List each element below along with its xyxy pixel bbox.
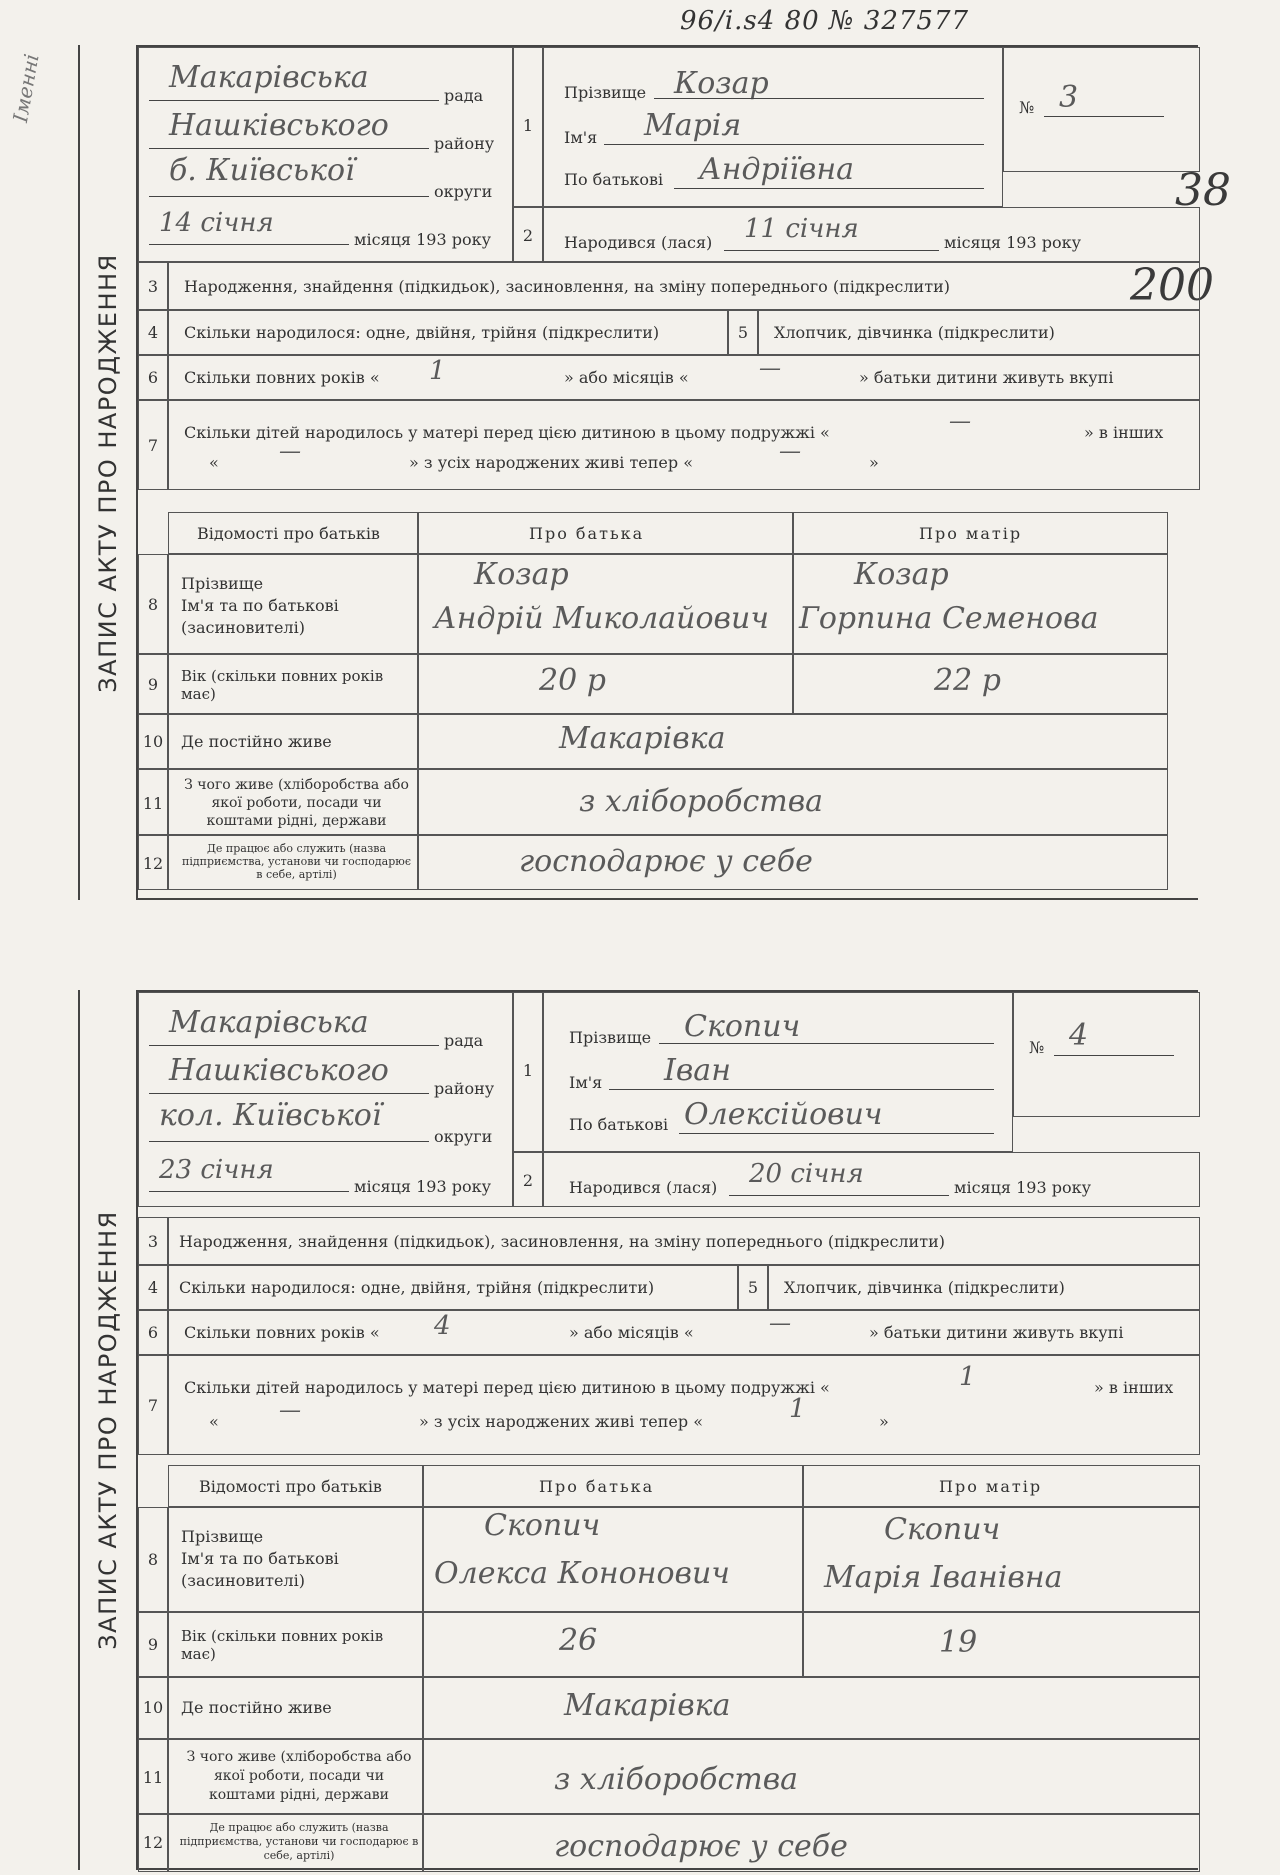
row-9-number: 9 — [147, 1635, 159, 1654]
row-11-label-cell — [168, 1739, 423, 1814]
parents-header-cell — [168, 512, 418, 554]
mother-name-cell — [803, 1507, 1200, 1612]
mother-surname: Скопич — [884, 1512, 1001, 1547]
row-11-label-cell — [168, 769, 418, 835]
row-12-number: 12 — [142, 854, 164, 873]
row-5 — [768, 1265, 1200, 1310]
row-9-number: 9 — [147, 675, 159, 694]
father-age-cell — [423, 1612, 803, 1677]
mother-header: Про матір — [919, 524, 1023, 543]
name-value: Марія — [644, 108, 742, 143]
birth-record-1 — [78, 45, 1198, 900]
reg-date-value: 23 січня — [159, 1155, 274, 1185]
row-5-text: Хлопчик, дівчинка (підкреслити) — [784, 1278, 1065, 1297]
row-6-text-a: Скільки повних років « — [184, 1323, 380, 1342]
row-1-number: 1 — [522, 1061, 534, 1080]
record-number-box — [1003, 47, 1200, 172]
father-header-cell — [418, 512, 793, 554]
rada-value: Макарівська — [169, 60, 369, 95]
father-name: Олекса Кононович — [434, 1556, 730, 1591]
row-5-number: 5 — [747, 1278, 759, 1297]
children-alive: 1 — [789, 1394, 806, 1424]
row-10-label: Де постійно живе — [181, 1698, 332, 1717]
row-6-text-c: » батьки дитини живуть вкупі — [869, 1323, 1124, 1342]
workplace: господарює у себе — [554, 1829, 848, 1864]
row-10-number: 10 — [142, 1698, 164, 1717]
rada-line — [149, 100, 439, 101]
row-8-label: Прізвище Ім'я та по батькові (засиновителі) — [181, 1527, 339, 1590]
born-label: Народився (лася) — [569, 1178, 718, 1197]
row-7-number: 7 — [147, 436, 159, 455]
row-12-number-cell — [138, 835, 168, 890]
row-4-number-cell — [138, 310, 168, 355]
name-label: Ім'я — [564, 128, 598, 147]
row-4-text: Скільки народилося: одне, двійня, трійня (підкреслити) — [184, 323, 660, 342]
row-7-number-cell — [138, 1355, 168, 1455]
row-6 — [168, 355, 1200, 400]
row-11-label: З чого живе (хліборобства або якої роботи, посади чи коштами рідні, держави — [186, 1749, 412, 1803]
father-surname: Козар — [474, 557, 569, 592]
row-12-number: 12 — [142, 1833, 164, 1852]
father-age-cell — [418, 654, 793, 714]
row-2-number: 2 — [522, 226, 534, 245]
okrug-label: округи — [434, 182, 493, 201]
rada-label: рада — [444, 86, 484, 105]
born-tail: місяця 193 року — [954, 1178, 1091, 1197]
row-6-number: 6 — [147, 368, 159, 387]
raion-line — [149, 1093, 429, 1094]
row-8-label-cell — [168, 554, 418, 654]
patronymic-line — [674, 188, 984, 189]
okrug-value: б. Київської — [169, 153, 355, 188]
number-sign: № — [1029, 1038, 1045, 1057]
born-label: Народився (лася) — [564, 233, 713, 252]
row-3-number: 3 — [147, 277, 159, 296]
row-2-number-cell — [513, 207, 543, 262]
father-header: Про батька — [539, 1477, 655, 1496]
mother-header-cell — [803, 1465, 1200, 1507]
row-8-number-cell — [138, 554, 168, 654]
row-12-label-cell — [168, 1814, 423, 1872]
workplace-cell — [423, 1814, 1200, 1872]
mother-age: 19 — [939, 1625, 978, 1660]
row-7-text-c: « — [209, 453, 219, 472]
row-4-number-cell — [138, 1265, 168, 1310]
row-11-number-cell — [138, 769, 168, 835]
row-1-number-cell — [513, 992, 543, 1152]
livelihood-cell — [423, 1739, 1200, 1814]
row-3-number-cell — [138, 1217, 168, 1265]
row-8-number-cell — [138, 1507, 168, 1612]
row-6-text-c: » батьки дитини живуть вкупі — [859, 368, 1114, 387]
child-name-block — [543, 992, 1013, 1152]
parents-header: Відомості про батьків — [199, 1477, 382, 1496]
residence: Макарівка — [564, 1688, 731, 1723]
parents-header-cell — [168, 1465, 423, 1507]
row-12-label-cell — [168, 835, 418, 890]
row-9-label-cell — [168, 654, 418, 714]
reg-date-line — [149, 1191, 349, 1192]
raion-label: району — [434, 134, 495, 153]
mother-name: Горпина Семенова — [799, 601, 1099, 636]
born-tail: місяця 193 року — [944, 233, 1081, 252]
okrug-line — [149, 1141, 429, 1142]
row-10-label-cell — [168, 714, 418, 769]
row-1-number: 1 — [522, 116, 534, 135]
record-number-box — [1013, 992, 1200, 1117]
children-before: 1 — [959, 1362, 976, 1392]
vertical-title-box — [78, 990, 136, 1870]
row-5 — [758, 310, 1200, 355]
record-number: 3 — [1059, 80, 1079, 115]
raion-label: району — [434, 1079, 495, 1098]
row-8-label-cell — [168, 1507, 423, 1612]
row-6-text-b: » або місяців « — [569, 1323, 694, 1342]
row-7-text-a: Скільки дітей народилось у матері перед цією дитиною в цьому подружжі « — [184, 1378, 830, 1397]
number-sign: № — [1019, 98, 1035, 117]
livelihood: з хліборобства — [579, 784, 824, 819]
row-7-text-e: » — [869, 453, 879, 472]
row-6-number-cell — [138, 1310, 168, 1355]
margin-note: Іменні — [8, 51, 44, 125]
row-9-label: Вік (скільки повних років має) — [181, 1627, 384, 1663]
reg-date-label: місяця 193 року — [354, 1177, 491, 1196]
side-count: 38 — [1175, 165, 1231, 216]
row-7-number: 7 — [147, 1396, 159, 1415]
patronymic-value: Олексійович — [684, 1097, 883, 1132]
patronymic-label: По батькові — [564, 170, 664, 189]
row-3 — [168, 1217, 1200, 1265]
workplace-cell — [418, 835, 1168, 890]
children-before: — — [949, 409, 971, 434]
row-4-number: 4 — [147, 1278, 159, 1297]
mother-age-cell — [793, 654, 1168, 714]
okrug-label: округи — [434, 1127, 493, 1146]
row-12-number-cell — [138, 1814, 168, 1872]
row-11-label: З чого живе (хліборобства або якої роботи, посади чи коштами рідні, держави — [184, 777, 409, 829]
row-6-number-cell — [138, 355, 168, 400]
birth-date-line — [729, 1195, 949, 1196]
row-4-number: 4 — [147, 323, 159, 342]
workplace: господарює у себе — [519, 844, 813, 879]
row-4-text: Скільки народилося: одне, двійня, трійня (підкреслити) — [179, 1278, 655, 1297]
number-line — [1054, 1055, 1174, 1056]
row-4 — [168, 1265, 738, 1310]
row-7-text-b: » в інших — [1084, 423, 1164, 442]
years-together: 1 — [429, 356, 446, 386]
surname-line — [659, 1043, 994, 1044]
row-7-number-cell — [138, 400, 168, 490]
record-grid — [136, 990, 1198, 1870]
rada-value: Макарівська — [169, 1005, 369, 1040]
livelihood-cell — [418, 769, 1168, 835]
father-surname: Скопич — [484, 1508, 601, 1543]
months-together: — — [759, 356, 781, 381]
row-4 — [168, 310, 728, 355]
row-10-label-cell — [168, 1677, 423, 1739]
row-9-number-cell — [138, 1612, 168, 1677]
record-number: 4 — [1069, 1018, 1089, 1053]
name-label: Ім'я — [569, 1073, 603, 1092]
row-3-number-cell — [138, 262, 168, 310]
surname-value: Скопич — [684, 1009, 801, 1044]
row-5-text: Хлопчик, дівчинка (підкреслити) — [774, 323, 1055, 342]
vertical-title: ЗАПИС АКТУ ПРО НАРОДЖЕННЯ — [94, 252, 122, 693]
parents-header: Відомості про батьків — [197, 524, 380, 543]
row-6-text-a: Скільки повних років « — [184, 368, 380, 387]
row-7 — [168, 1355, 1200, 1455]
reg-date-line — [149, 244, 349, 245]
raion-value: Нашківського — [169, 1053, 389, 1088]
row-10-number-cell — [138, 1677, 168, 1739]
row-7-text-d: » з усіх народжених живі тепер « — [419, 1412, 704, 1431]
row-5-number-cell — [728, 310, 758, 355]
rada-label: рада — [444, 1031, 484, 1050]
side-count-2: 200 — [1130, 260, 1214, 311]
children-other: — — [279, 439, 301, 464]
row-5-number-cell — [738, 1265, 768, 1310]
row-3-text: Народження, знайдення (підкидьок), засиновлення, на зміну попереднього (підкреслити) — [179, 1232, 945, 1251]
mother-name: Марія Іванівна — [824, 1560, 1063, 1595]
residence: Макарівка — [559, 721, 726, 756]
vertical-title: ЗАПИС АКТУ ПРО НАРОДЖЕННЯ — [94, 1210, 122, 1650]
row-12-label: Де працює або служить (назва підприємства, установи чи господарює в себе, артілі) — [179, 1821, 419, 1862]
number-line — [1044, 116, 1164, 117]
father-name-cell — [418, 554, 793, 654]
registry-block — [138, 47, 513, 262]
row-10-label: Де постійно живе — [181, 732, 332, 751]
row-10-number: 10 — [142, 732, 164, 751]
row-6-number: 6 — [147, 1323, 159, 1342]
row-3-text: Народження, знайдення (підкидьок), засиновлення, на зміну попереднього (підкреслити) — [184, 277, 950, 296]
years-together: 4 — [434, 1311, 451, 1341]
raion-value: Нашківського — [169, 108, 389, 143]
vertical-title-box — [78, 45, 136, 900]
row-8-label: Прізвище Ім'я та по батькові (засиновителі) — [181, 574, 339, 637]
birth-date-row — [543, 1152, 1200, 1207]
row-11-number: 11 — [142, 1768, 164, 1787]
row-7-text-d: » з усіх народжених живі тепер « — [409, 453, 694, 472]
mother-age-cell — [803, 1612, 1200, 1677]
row-11-number-cell — [138, 1739, 168, 1814]
archive-reference: 96/i.s4 80 № 327577 — [680, 6, 970, 36]
surname-line — [654, 98, 984, 99]
row-9-label: Вік (скільки повних років має) — [181, 667, 384, 703]
child-name-block — [543, 47, 1003, 207]
surname-label: Прізвище — [569, 1028, 652, 1047]
row-12-label: Де працює або служить (назва підприємства, установи чи господарює в себе, артілі) — [182, 842, 411, 881]
row-8-number: 8 — [147, 595, 159, 614]
father-name: Андрій Миколайович — [434, 601, 769, 636]
birth-date-line — [724, 250, 939, 251]
row-6 — [168, 1310, 1200, 1355]
name-line — [609, 1089, 994, 1090]
patronymic-label: По батькові — [569, 1115, 669, 1134]
row-6-text-b: » або місяців « — [564, 368, 689, 387]
mother-header-cell — [793, 512, 1168, 554]
record-grid — [136, 45, 1198, 900]
okrug-line — [149, 196, 429, 197]
reg-date-value: 14 січня — [159, 208, 274, 238]
row-3 — [168, 262, 1200, 310]
father-age: 26 — [559, 1623, 598, 1658]
mother-age: 22 р — [934, 663, 1001, 698]
row-7-text-e: » — [879, 1412, 889, 1431]
father-header-cell — [423, 1465, 803, 1507]
raion-line — [149, 148, 429, 149]
row-7 — [168, 400, 1200, 490]
father-header: Про батька — [529, 524, 645, 543]
months-together: — — [769, 1311, 791, 1336]
father-name-cell — [423, 1507, 803, 1612]
birth-date-value: 11 січня — [744, 214, 859, 244]
patronymic-line — [679, 1133, 994, 1134]
row-7-text-c: « — [209, 1412, 219, 1431]
surname-value: Козар — [674, 66, 769, 101]
row-2-number-cell — [513, 1152, 543, 1207]
children-alive: — — [779, 439, 801, 464]
birth-record-2 — [78, 990, 1198, 1870]
residence-cell — [418, 714, 1168, 769]
name-value: Іван — [664, 1053, 731, 1088]
father-age: 20 р — [539, 663, 606, 698]
row-1-number-cell — [513, 47, 543, 207]
okrug-value: кол. Київської — [159, 1098, 382, 1133]
row-2-number: 2 — [522, 1171, 534, 1190]
livelihood: з хліборобства — [554, 1762, 799, 1797]
row-8-number: 8 — [147, 1550, 159, 1569]
residence-cell — [423, 1677, 1200, 1739]
row-7-text-a: Скільки дітей народилось у матері перед цією дитиною в цьому подружжі « — [184, 423, 830, 442]
surname-label: Прізвище — [564, 83, 647, 102]
patronymic-value: Андріївна — [699, 152, 854, 187]
birth-date-row — [543, 207, 1200, 262]
row-5-number: 5 — [737, 323, 749, 342]
row-9-label-cell — [168, 1612, 423, 1677]
birth-date-value: 20 січня — [749, 1159, 864, 1189]
reg-date-label: місяця 193 року — [354, 230, 491, 249]
mother-header: Про матір — [939, 1477, 1043, 1496]
row-7-text-b: » в інших — [1094, 1378, 1174, 1397]
name-line — [604, 144, 984, 145]
registry-block — [138, 992, 513, 1207]
rada-line — [149, 1045, 439, 1046]
mother-name-cell — [793, 554, 1168, 654]
row-11-number: 11 — [142, 794, 164, 813]
mother-surname: Козар — [854, 557, 949, 592]
children-other: — — [279, 1398, 301, 1423]
row-10-number-cell — [138, 714, 168, 769]
row-3-number: 3 — [147, 1232, 159, 1251]
row-9-number-cell — [138, 654, 168, 714]
